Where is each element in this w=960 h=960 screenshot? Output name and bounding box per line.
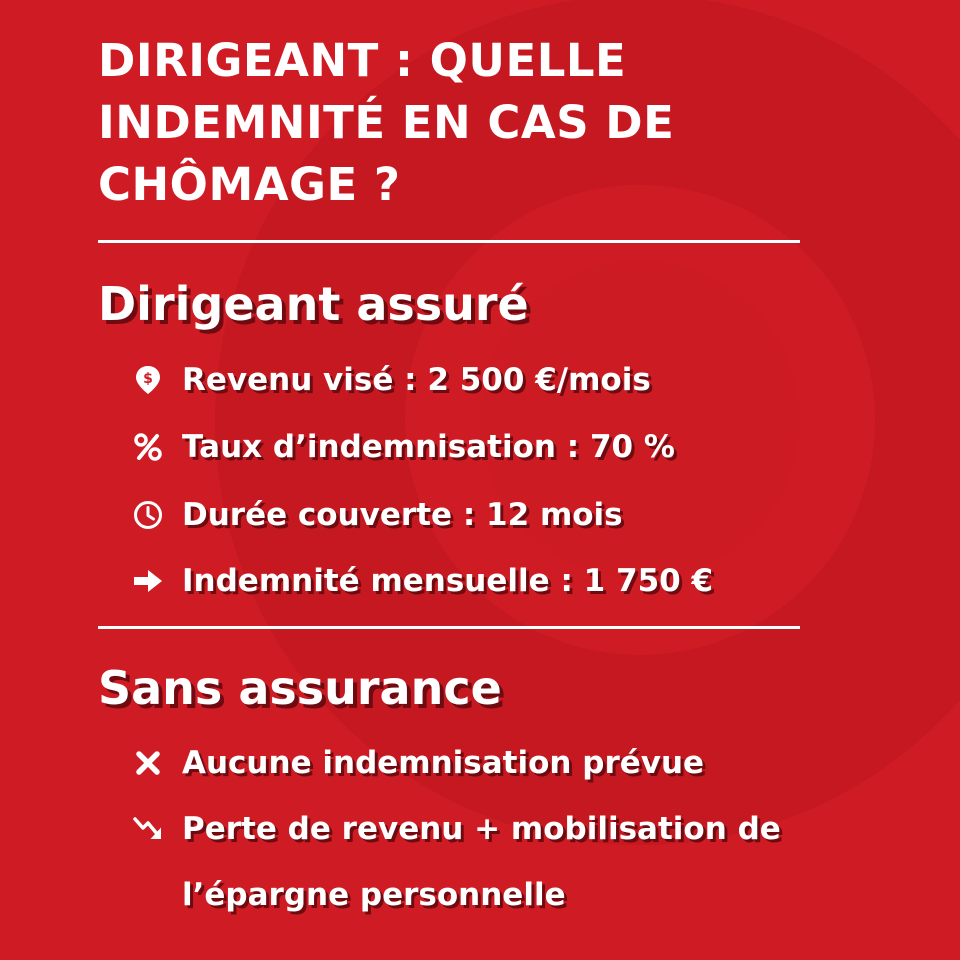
clock-icon — [130, 497, 166, 533]
section-heading-uninsured: Sans assurance — [98, 661, 502, 715]
percent-icon — [130, 429, 166, 465]
list-item-continuation: l’épargne personnelle — [182, 877, 566, 913]
list-item-label: Aucune indemnisation prévue — [182, 745, 705, 781]
list-item-no-compensation — [130, 740, 704, 786]
money-pin-icon — [130, 362, 166, 398]
cross-icon — [130, 745, 166, 781]
list-item-label: Perte de revenu + mobilisation de — [182, 811, 781, 847]
arrow-right-icon — [130, 563, 166, 599]
trend-down-icon — [130, 811, 166, 847]
list-item-duration — [130, 492, 623, 538]
section-heading-insured: Dirigeant assuré — [98, 277, 529, 331]
list-item-income-loss — [130, 806, 781, 852]
svg-text:$: $ — [143, 371, 153, 387]
list-item-target-income — [130, 357, 651, 403]
divider-top — [98, 240, 800, 243]
list-item-label: Taux d’indemnisation : 70 % — [182, 429, 675, 465]
page-title: DIRIGEANT : QUELLE INDEMNITÉ EN CAS DE CHÔMAGE ? — [98, 34, 675, 211]
list-item-label: Durée couverte : 12 mois — [182, 497, 623, 533]
list-item-rate — [130, 424, 675, 470]
list-item-monthly-benefit — [130, 558, 713, 604]
divider-middle — [98, 626, 800, 629]
list-item-label: Revenu visé : 2 500 €/mois — [182, 362, 651, 398]
list-item-label: Indemnité mensuelle : 1 750 € — [182, 563, 714, 599]
